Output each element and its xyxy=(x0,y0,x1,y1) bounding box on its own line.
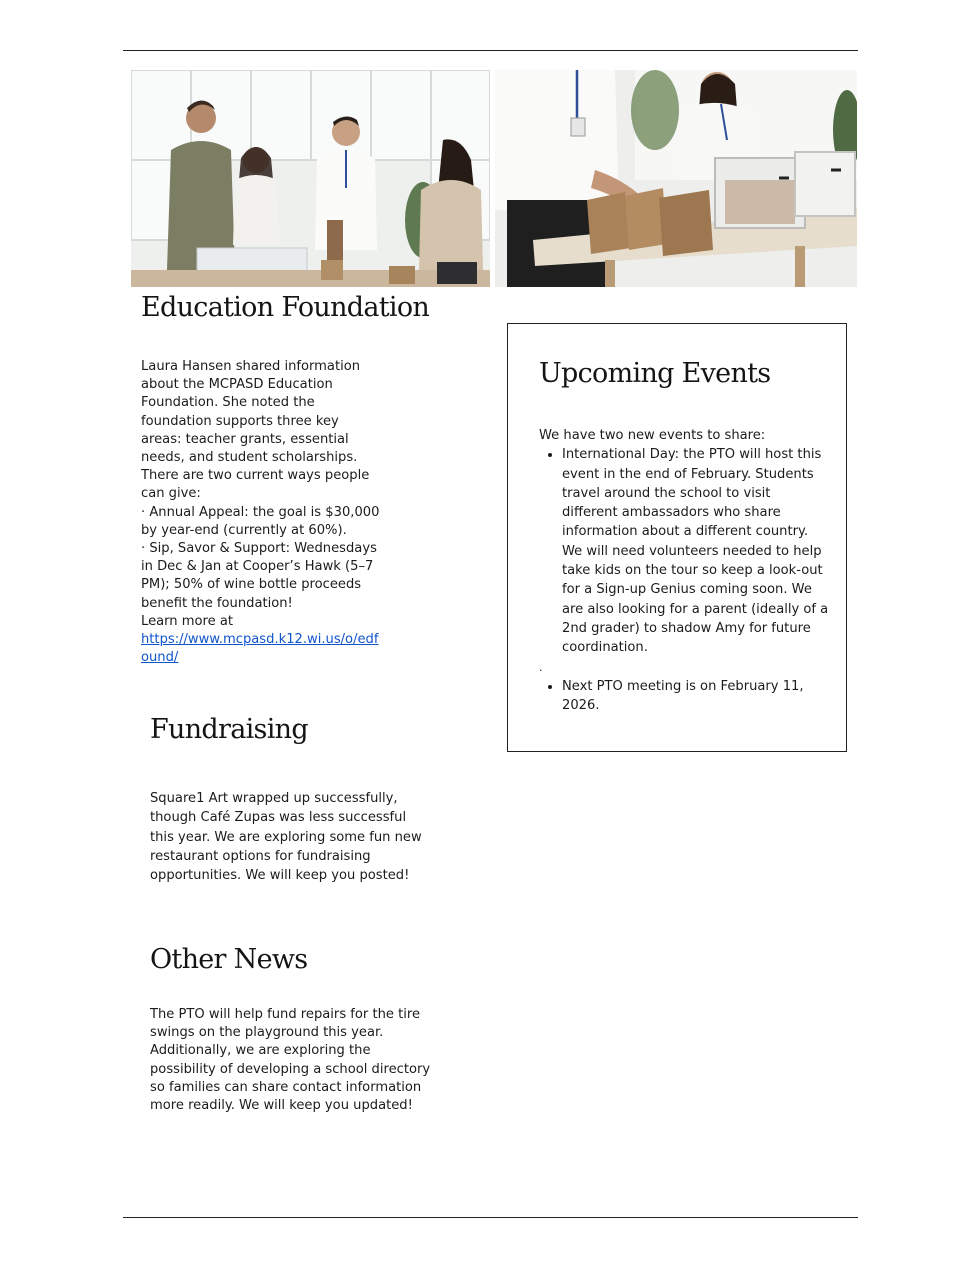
events-separator: . xyxy=(539,660,543,674)
events-body xyxy=(539,426,829,715)
education-title: Education Foundation xyxy=(141,292,430,323)
event-international-day: • International Day: the PTO will host this event in the end of February. Students travel around the school to visit different ambassadors who share information about a different country. We will need volunteers needed to help take kids on the tour so keep a look-out for a Sign-up Genius coming soon. We are also looking for a parent (ideally of a 2nd grader) to shadow Amy for future coordination. xyxy=(562,445,829,657)
top-rule xyxy=(123,50,858,51)
upcoming-events-box xyxy=(507,323,847,752)
other-news-title: Other News xyxy=(150,944,308,975)
education-sip-savor: · Sip, Savor & Support: Wednesdays in Dec & Jan at Cooper’s Hawk (5–7 PM); 50% of wine bottle proceeds benefit the foundation! xyxy=(141,541,377,611)
education-body xyxy=(141,358,383,667)
education-foundation-link[interactable]: https://www.mcpasd.k12.wi.us/o/edfound/ xyxy=(141,632,379,666)
other-news-text: The PTO will help fund repairs for the tire swings on the playground this year. Additionally, we are exploring the possibility of developing a school directory so families can share contact information more readily. We will keep you updated! xyxy=(150,1007,431,1114)
education-annual-appeal: · Annual Appeal: the goal is $30,000 by year-end (currently at 60%). xyxy=(141,504,380,538)
photo-volunteers-left xyxy=(131,70,490,287)
photo-volunteers-right xyxy=(495,70,857,287)
education-intro: Laura Hansen shared information about the MCPASD Education Foundation. She noted the foundation supports three key areas: teacher grants, essential needs, and student scholarships. There are two current ways people can give: xyxy=(141,359,370,502)
events-title: Upcoming Events xyxy=(539,358,771,389)
event-pto-meeting: • Next PTO meeting is on February 11, 2026. xyxy=(562,677,829,716)
events-intro: We have two new events to share: xyxy=(539,428,766,443)
fundraising-title: Fundraising xyxy=(150,714,308,745)
fundraising-text: Square1 Art wrapped up successfully, though Café Zupas was less successful this year. We are exploring some fun new restaurant options for fundraising opportunities. We will keep you posted! xyxy=(150,791,422,884)
events-list xyxy=(539,445,829,657)
education-learn-more: Learn more at xyxy=(141,613,233,629)
events-list-2 xyxy=(539,677,829,716)
other-news-body xyxy=(150,1006,434,1115)
fundraising-body xyxy=(150,789,432,885)
bottom-rule xyxy=(123,1217,858,1218)
